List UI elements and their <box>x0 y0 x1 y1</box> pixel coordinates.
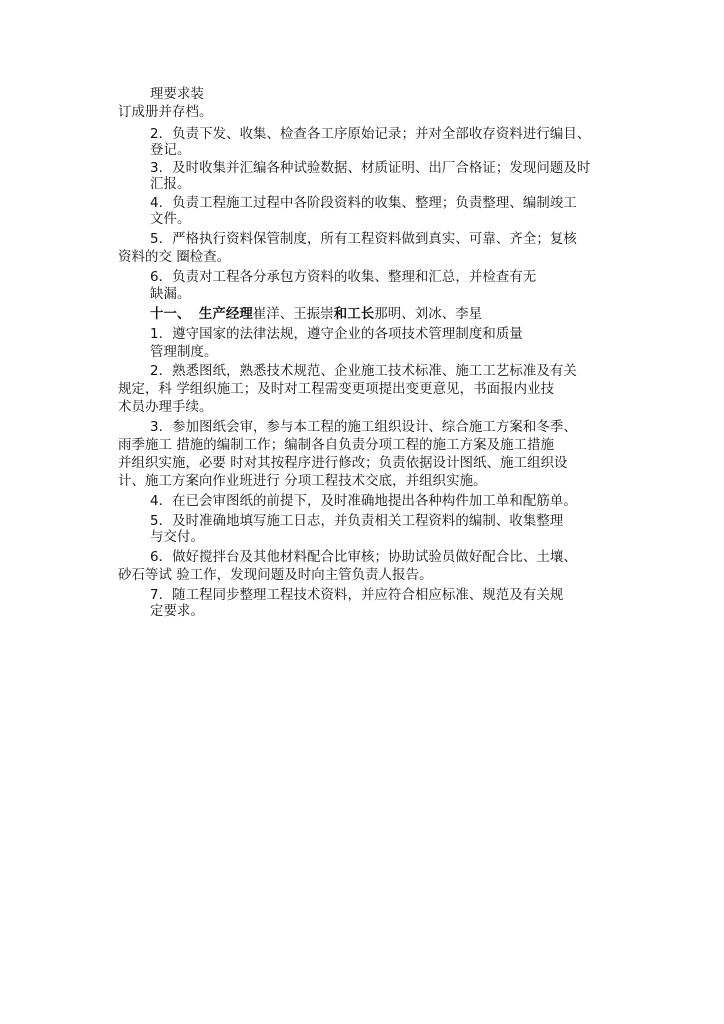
role-production-manager: 生产经理 <box>198 307 253 322</box>
text-line: 订成册并存档。 <box>118 105 213 120</box>
section-heading <box>150 307 482 323</box>
text-line: 5．及时准确地填写施工日志，并负责相关工程资料的编制、收集整理 <box>150 514 564 529</box>
text-line: 术员办理手续。 <box>118 400 213 415</box>
text-line: 定要求。 <box>150 604 204 619</box>
text-line: 7．随工程同步整理工程技术资料，并应符合相应标准、规范及有关规 <box>150 588 564 603</box>
text-line: 资料的交 圈检查。 <box>118 250 231 265</box>
text-line: 汇报。 <box>150 177 191 192</box>
text-line: 文件。 <box>150 212 191 227</box>
names-production-manager: 崔洋、王振崇 <box>252 307 334 322</box>
text-line: 理要求装 <box>150 87 204 102</box>
text-line: 6．做好搅拌台及其他材料配合比审核；协助试验员做好配合比、土壤、 <box>150 550 577 565</box>
text-line: 雨季施工 措施的编制工作；编制各自负责分项工程的施工方案及施工措施 <box>118 438 555 453</box>
role-foreman: 和工长 <box>333 307 375 322</box>
text-line: 6．负责对工程各分承包方资料的收集、整理和汇总，并检查有无 <box>150 270 537 285</box>
text-line: 砂石等试 验工作，发现问题及时向主管负责人报告。 <box>118 568 433 583</box>
text-line: 并组织实施，必要 时对其按程序进行修改；负责依据设计图纸、施工组织设 <box>118 456 568 471</box>
text-line: 1．遵守国家的法律法规，遵守企业的各项技术管理制度和质量 <box>150 327 523 342</box>
text-line: 管理制度。 <box>150 345 218 360</box>
text-line: 与交付。 <box>150 530 204 545</box>
section-number: 十一、 <box>150 307 191 322</box>
text-line: 计、施工方案向作业班进行 分项工程技术交底，并组织实施。 <box>118 474 487 489</box>
text-line: 3．及时收集并汇编各种试验数据、材质证明、出厂合格证；发现问题及时 <box>150 161 591 176</box>
text-line: 2．熟悉图纸，熟悉技术规范、企业施工技术标准、施工工艺标准及有关 <box>150 364 577 379</box>
text-line: 4．在已会审图纸的前提下，及时准确地提出各种构件加工单和配筋单。 <box>150 494 577 509</box>
text-line: 缺漏。 <box>150 287 191 302</box>
text-line: 登记。 <box>150 143 191 158</box>
text-line: 4．负责工程施工过程中各阶段资料的收集、整理；负责整理、编制竣工 <box>150 196 577 211</box>
text-line: 5．严格执行资料保管制度，所有工程资料做到真实、可靠、齐全；复核 <box>150 232 577 247</box>
text-line: 规定，科 学组织施工；及时对工程需变更项提出变更意见，书面报内业技 <box>118 382 555 397</box>
names-foreman: 那明、刘冰、李星 <box>374 307 483 322</box>
text-line: 2．负责下发、收集、检查各工序原始记录；并对全部收存资料进行编目、 <box>150 127 591 142</box>
text-line: 3．参加图纸会审，参与本工程的施工组织设计、综合施工方案和冬季、 <box>150 420 577 435</box>
